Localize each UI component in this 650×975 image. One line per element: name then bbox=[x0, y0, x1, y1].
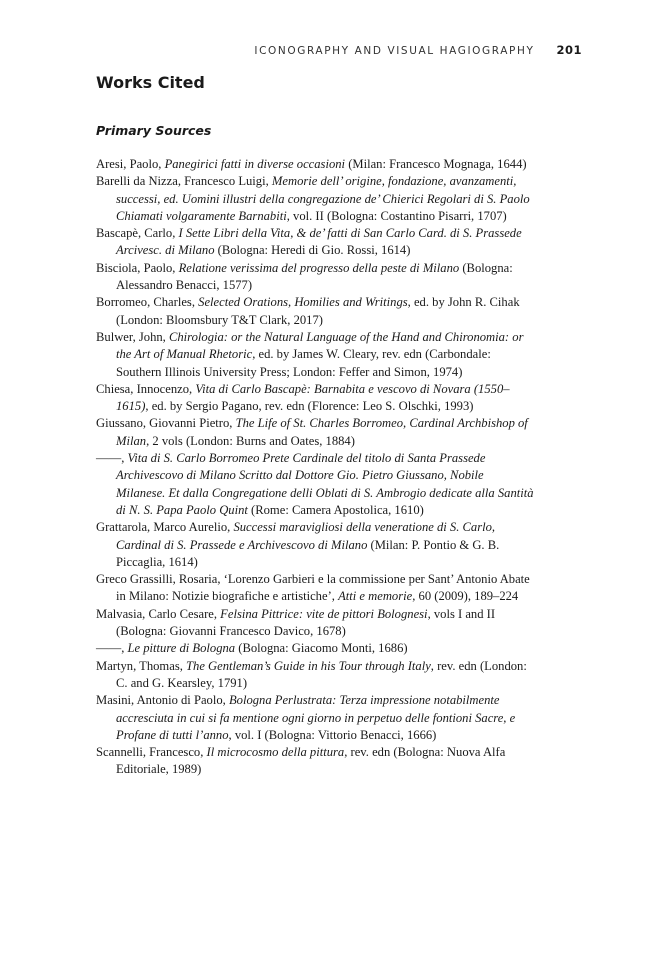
entry-text: (Milan: Francesco Mognaga, 1644) bbox=[345, 157, 527, 171]
entry-text: , ed. by James W. Cleary, rev. edn (Carbondale: Southern Illinois University Press; London: Feffer and Simon, 1974) bbox=[116, 347, 491, 379]
entry-title: Relatione verissima del progresso della peste di Milano bbox=[178, 260, 460, 275]
entry-text: , rev. edn (Bologna: Nuova Alfa Editoriale, 1989) bbox=[116, 745, 506, 777]
entry-text: , ed. by Sergio Pagano, rev. edn (Florence: Leo S. Olschki, 1993) bbox=[145, 399, 474, 414]
bibliography-entry bbox=[96, 658, 536, 693]
entry-text: Scannelli, Francesco, bbox=[96, 745, 207, 760]
entry-text: , vol. II (Bologna: Costantino Pisarri, 1707) bbox=[286, 208, 507, 223]
entry-text: (Bologna: Heredi di Gio. Rossi, 1614) bbox=[214, 243, 411, 258]
entry-title: Atti e memorie bbox=[338, 589, 413, 604]
bibliography-entry bbox=[96, 225, 536, 260]
entry-title: Memorie dell’ origine, fondazione, avanzamenti, successi, ed. Uomini illustri della congregazione de’ Chierici Regolari di S. Paolo Chiamati volgaramente Barnabiti bbox=[116, 174, 530, 223]
entry-title: Bologna Perlustrata: Terza impressione notabilmente accresciuta in cui si fa mentione ogni giorno in perpetuo delle fontioni Sacre, e Profane di tutti l’anno bbox=[116, 693, 516, 742]
bibliography-entry bbox=[96, 415, 536, 450]
entry-text: (Bologna: Giacomo Monti, 1686) bbox=[235, 641, 408, 656]
entry-text: (Milan: P. Pontio & G. B. Piccaglia, 1614) bbox=[116, 537, 500, 569]
entry-title: Felsina Pittrice: vite de pittori Bolognesi bbox=[220, 606, 428, 621]
bibliography-entry bbox=[96, 173, 536, 225]
running-head-title: ICONOGRAPHY AND VISUAL HAGIOGRAPHY bbox=[254, 45, 535, 57]
entry-text: , ed. by John R. Cihak (London: Bloomsbury T&T Clark, 2017) bbox=[116, 295, 520, 327]
bibliography-entry bbox=[96, 294, 536, 329]
entry-text: , 60 (2009), 189–224 bbox=[412, 589, 519, 604]
entry-title: The Gentleman’s Guide in his Tour through Italy bbox=[186, 658, 431, 673]
entry-title: Le pitture di Bologna bbox=[127, 641, 236, 656]
entry-text: Martyn, Thomas, bbox=[96, 658, 187, 673]
entry-text: Bulwer, John, bbox=[96, 329, 169, 344]
entry-text: Bisciola, Paolo, bbox=[96, 260, 179, 275]
entry-text: Giussano, Giovanni Pietro, bbox=[96, 416, 236, 431]
entry-text: Chiesa, Innocenzo, bbox=[96, 381, 196, 396]
entry-text: Greco Grassilli, Rosaria, ‘Lorenzo Garbieri e la commissione per Sant’ Antonio Abate in Milano: Notizie biografiche e artistiche’, bbox=[96, 572, 530, 604]
entry-text: Malvasia, Carlo Cesare, bbox=[96, 606, 221, 621]
bibliography-entry bbox=[96, 329, 536, 381]
entry-title: Successi maravigliosi della veneratione di S. Carlo, Cardinal di S. Prassede e Archivescovo di Milano bbox=[116, 520, 496, 552]
entry-text: , vol. I (Bologna: Vittorio Benacci, 1666) bbox=[228, 727, 437, 742]
entry-text: , 2 vols (London: Burns and Oates, 1884) bbox=[146, 433, 355, 448]
entry-text: (Bologna: Alessandro Benacci, 1577) bbox=[116, 260, 513, 293]
bibliography-entry bbox=[96, 156, 536, 173]
entry-text: Bascapè, Carlo, bbox=[96, 226, 179, 241]
entry-text: Masini, Antonio di Paolo, bbox=[96, 693, 229, 708]
entry-text: Borromeo, Charles, bbox=[96, 295, 199, 310]
bibliography-entry bbox=[96, 450, 536, 519]
entry-text: Aresi, Paolo, bbox=[96, 157, 165, 171]
section-title: Works Cited bbox=[96, 73, 205, 92]
entry-text: , vols I and II (Bologna: Giovanni Francesco Davico, 1678) bbox=[116, 606, 496, 639]
entry-text: ——, bbox=[96, 451, 128, 466]
entry-title: Selected Orations, Homilies and Writings bbox=[198, 295, 408, 310]
running-head bbox=[96, 43, 582, 57]
entry-title: The Life of St. Charles Borromeo, Cardinal Archbishop of Milan bbox=[116, 416, 528, 448]
bibliography-entry bbox=[96, 519, 536, 571]
bibliography-entry bbox=[96, 381, 536, 416]
bibliography-entry bbox=[96, 692, 536, 744]
entry-title: Chirologia: or the Natural Language of the Hand and Chironomia: or the Art of Manual Rhetoric bbox=[116, 329, 524, 362]
bibliography-entry bbox=[96, 571, 536, 606]
entry-title: Vita di Carlo Bascapè: Barnabita e vescovo di Novara (1550–1615) bbox=[116, 381, 510, 414]
bibliography-entry bbox=[96, 744, 536, 779]
entry-text: , rev. edn (London: C. and G. Kearsley, 1791) bbox=[116, 658, 527, 690]
entry-title: Panegirici fatti in diverse occasioni bbox=[164, 157, 346, 171]
bibliography-entry bbox=[96, 260, 536, 295]
subsection-title: Primary Sources bbox=[96, 123, 212, 138]
bibliography-list bbox=[96, 156, 536, 779]
entry-text: (Rome: Camera Apostolica, 1610) bbox=[247, 502, 424, 517]
page-number: 201 bbox=[556, 43, 582, 57]
bibliography-entry bbox=[96, 640, 536, 657]
entry-text: Grattarola, Marco Aurelio, bbox=[96, 520, 234, 535]
entry-title: Il microcosmo della pittura bbox=[206, 745, 345, 760]
entry-text: Barelli da Nizza, Francesco Luigi, bbox=[96, 174, 272, 189]
entry-title: Vita di S. Carlo Borromeo Prete Cardinale del titolo di Santa Prassede Archivescovo di Milano Scritto dal Dottore Gio. Pietro Giussano, Nobile Milanese. Et dalla Congregatione delli Oblati di S. Ambrogio dedicate alla Santità di N. S. Papa Paolo Quint bbox=[116, 451, 534, 517]
bibliography-entry bbox=[96, 606, 536, 641]
entry-text: ——, bbox=[96, 641, 128, 656]
entry-title: I Sette Libri della Vita, & de’ fatti di San Carlo Card. di S. Prassede Arcivesc. di Milano bbox=[116, 226, 522, 258]
